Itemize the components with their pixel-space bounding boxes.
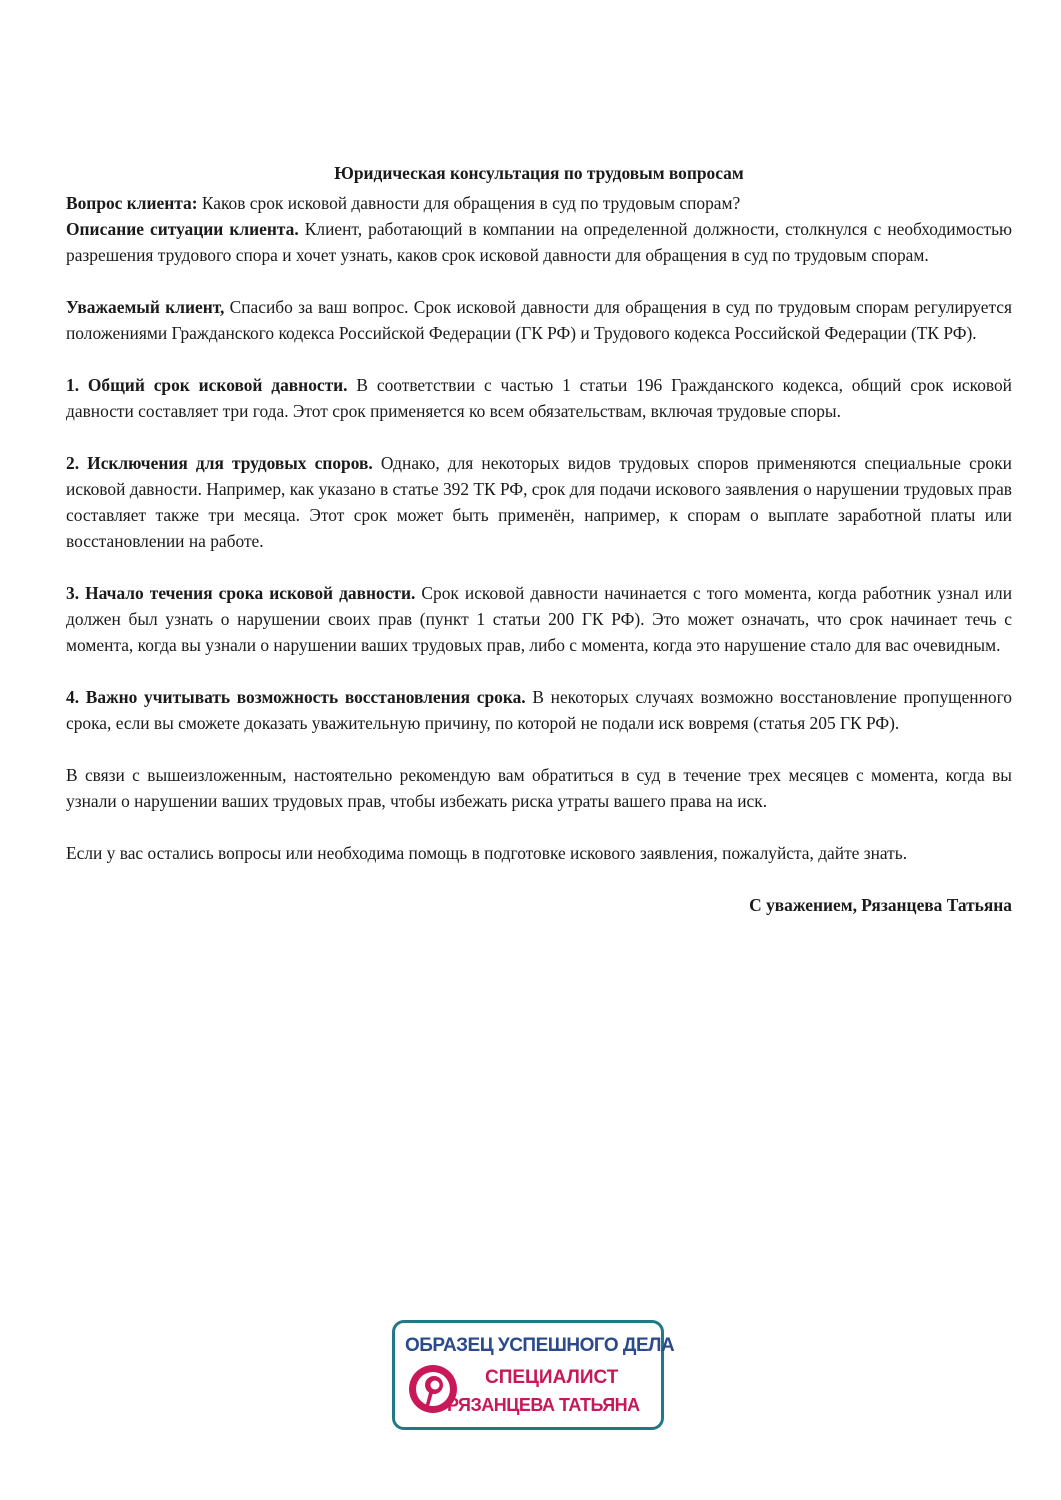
question-label: Вопрос клиента: <box>66 193 198 213</box>
success-case-stamp <box>392 1320 675 1430</box>
document-title: Юридическая консультация по трудовым вопросам <box>334 163 744 183</box>
section-heading: 2. Исключения для трудовых споров. <box>66 453 373 473</box>
question-text: Каков срок исковой давности для обращения в суд по трудовым спорам? <box>197 193 741 213</box>
greeting-label: Уважаемый клиент, <box>66 297 225 317</box>
conclusion-paragraph: В связи с вышеизложенным, настоятельно рекомендую вам обратиться в суд в течение трех месяцев с момента, когда вы узнали о нарушении ваших трудовых прав, чтобы избежать риска утраты вашего права на иск. <box>66 765 1012 811</box>
section-text: В соответствии с частью 1 статьи 196 Гражданского кодекса, общий срок исковой давности составляет три года. Этот срок применяется ко всем обязательствам, включая трудовые споры. <box>66 375 1012 421</box>
section-3 <box>66 580 1012 658</box>
stamp-title: ОБРАЗЕЦ УСПЕШНОГО ДЕЛА <box>405 1335 675 1356</box>
section-2 <box>66 450 1012 554</box>
section-heading: 4. Важно учитывать возможность восстановления срока. <box>66 687 526 707</box>
section-4 <box>66 684 1012 736</box>
stamp-role: СПЕЦИАЛИСТ <box>485 1367 619 1388</box>
section-text: Однако, для некоторых видов трудовых споров применяются специальные сроки исковой давности. Например, как указано в статье 392 ТК РФ, срок для подачи искового заявления о нарушении трудовых прав составляет также три месяца. Этот срок может быть применён, например, к спорам о выплате заработной платы или восстановлении на работе. <box>66 453 1012 551</box>
client-question <box>66 190 1012 216</box>
closing-paragraph: Если у вас остались вопросы или необходима помощь в подготовке искового заявления, пожалуйста, дайте знать. <box>66 843 908 863</box>
consultation-document <box>66 160 1012 918</box>
greeting-paragraph <box>66 294 1012 346</box>
section-text: Срок исковой давности начинается с того момента, когда работник узнал или должен был узнать о нарушении своих прав (пункт 1 статьи 200 ГК РФ). Это может означать, что срок начинает течь с момента, когда вы узнали о нарушении ваших трудовых прав, либо с момента, когда это нарушение стало для вас очевидным. <box>66 583 1013 655</box>
stamp-name: РЯЗАНЦЕВА ТАТЬЯНА <box>447 1395 640 1415</box>
section-text: В некоторых случаях возможно восстановление пропущенного срока, если вы сможете доказать уважительную причину, по которой не подали иск вовремя (статья 205 ГК РФ). <box>66 687 1012 733</box>
client-situation <box>66 216 1012 268</box>
signature: С уважением, Рязанцева Татьяна <box>749 895 1012 915</box>
section-1 <box>66 372 1012 424</box>
situation-label: Описание ситуации клиента. <box>66 219 299 239</box>
greeting-text: Спасибо за ваш вопрос. Срок исковой давности для обращения в суд по трудовым спорам регулируется положениями Гражданского кодекса Российской Федерации (ГК РФ) и Трудового кодекса Российской Федерации (ТК РФ). <box>66 297 1012 343</box>
section-heading: 1. Общий срок исковой давности. <box>66 375 348 395</box>
situation-text: Клиент, работающий в компании на определенной должности, столкнулся с необходимостью разрешения трудового спора и хочет узнать, каков срок исковой давности для обращения в суд по трудовым спорам. <box>66 219 1012 265</box>
section-heading: 3. Начало течения срока исковой давности. <box>66 583 416 603</box>
